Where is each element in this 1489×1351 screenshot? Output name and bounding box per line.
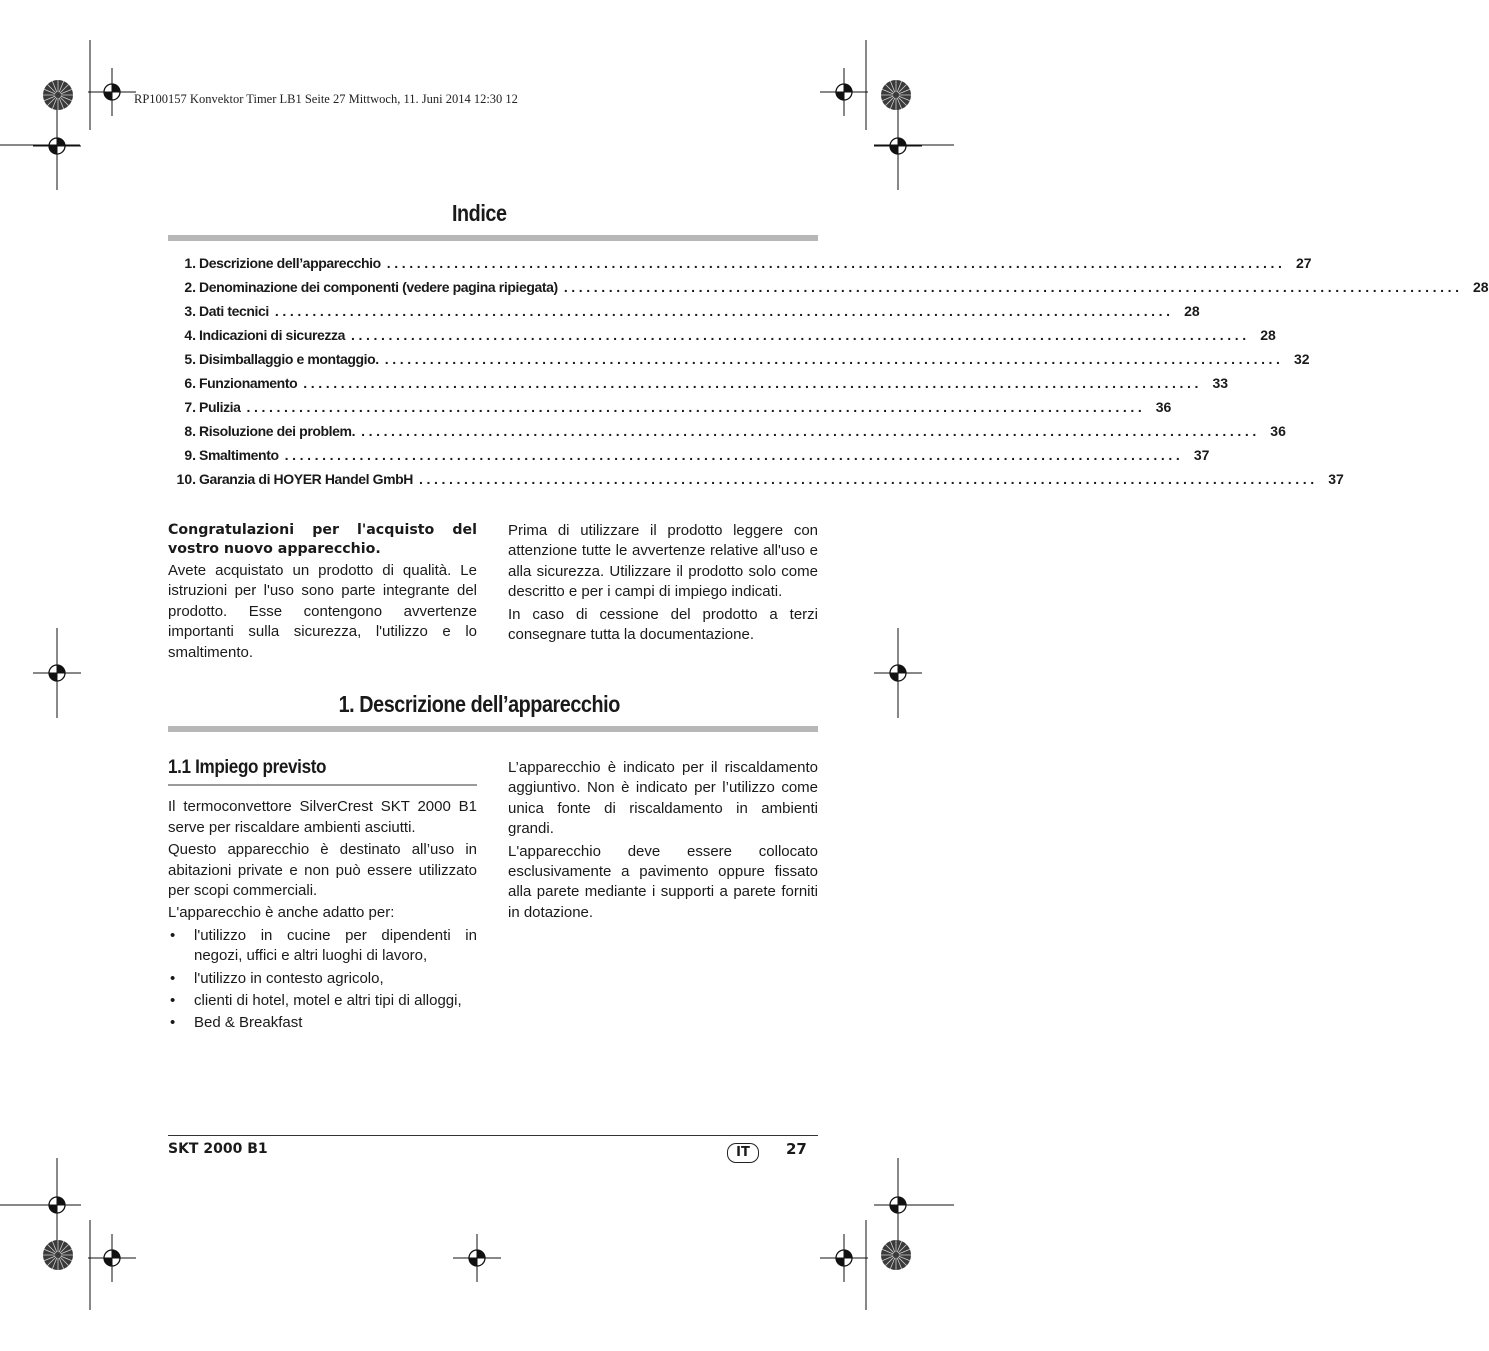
page-number: 27: [786, 1140, 807, 1158]
intro-lead: Congratulazioni per l'acquisto del vostro nuovo apparecchio.: [168, 522, 477, 557]
toc-leader-dots: ........................................................................................................................: [386, 255, 1286, 271]
toc-entry-page: 28: [1260, 327, 1276, 343]
toc-entry-page: 37: [1328, 471, 1344, 487]
left-paragraph-1: Il termoconvettore SilverCrest SKT 2000 B1 serve per riscaldare ambienti asciutti.: [168, 798, 477, 836]
toc-entry-page: 28: [1473, 279, 1489, 295]
toc-entry-title: Funzionamento: [199, 375, 298, 391]
toc-entry-title: Dati tecnici: [199, 303, 269, 319]
subsection-heading: 1.1 Impiego previsto: [168, 757, 327, 778]
toc-entry-number: 10.: [176, 471, 196, 487]
toc-entry[interactable]: [168, 423, 1286, 447]
toc-entry-number: 7.: [184, 399, 196, 415]
toc-entry-title: Denominazione dei componenti (vedere pagina ripiegata): [199, 279, 558, 295]
toc-entry-page: 36: [1270, 423, 1286, 439]
toc-entry-title: Disimballaggio e montaggio.: [199, 351, 379, 367]
intro-right-paragraph-2: In caso di cessione del prodotto a terzi consegnare tutta la documentazione.: [508, 605, 818, 644]
section-right-column: [508, 758, 818, 925]
footer-model: SKT 2000 B1: [168, 1141, 268, 1157]
toc-entry[interactable]: [168, 279, 1489, 303]
intro-right-paragraph-1: Prima di utilizzare il prodotto leggere con attenzione tutte le avvertenze relative all'uso e alla sicurezza. Utilizzare il prodotto solo come descritto e per i campi di impiego indicati.: [508, 522, 818, 601]
toc-entry-page: 28: [1184, 303, 1200, 319]
toc-entry-title: Pulizia: [199, 399, 241, 415]
list-item: • l'utilizzo in cucine per dipendenti in negozi, uffici e altri luoghi di lavoro,: [168, 926, 477, 967]
section-title: 1. Descrizione dell’apparecchio: [338, 691, 620, 717]
toc-entry-number: 9.: [184, 447, 196, 463]
toc-leader-dots: ........................................................................................................................: [303, 375, 1203, 391]
toc-leader-dots: ........................................................................................................................: [246, 399, 1146, 415]
index-title: Indice: [451, 200, 507, 226]
toc-leader-dots: ........................................................................................................................: [563, 279, 1463, 295]
toc-entry-page: 32: [1293, 351, 1310, 367]
toc-entry-number: 2.: [184, 279, 196, 295]
toc-entry-number: 1.: [184, 255, 196, 271]
toc-entry-title: Descrizione dell’apparecchio: [199, 255, 381, 271]
toc-leader-dots: ........................................................................................................................: [384, 351, 1284, 367]
toc-entry-number: 4.: [184, 327, 196, 343]
index-title-rule: [168, 235, 818, 241]
left-paragraph-2: Questo apparecchio è destinato all’uso in abitazioni private e non può essere utilizzato per scopi commerciali.: [168, 841, 477, 900]
list-item: • Bed & Breakfast: [168, 1013, 477, 1033]
toc-entry[interactable]: [168, 351, 1310, 375]
intro-right-column: [508, 521, 818, 647]
section-left-column: [168, 758, 477, 1036]
toc-entry[interactable]: [168, 375, 1229, 399]
toc-leader-dots: ........................................................................................................................: [284, 447, 1184, 463]
intro-left-text: Avete acquistato un prodotto di qualità. Le istruzioni per l'uso sono parte integrante del prodotto. Esse contengono avvertenze importanti sulla sicurezza, l'utilizzo e lo smaltimento.: [168, 562, 477, 661]
toc-entry[interactable]: [168, 447, 1210, 471]
toc-leader-dots: ........................................................................................................................: [419, 471, 1318, 487]
toc-entry-page: 36: [1155, 399, 1172, 415]
toc-entry-page: 37: [1193, 447, 1210, 463]
toc-entry[interactable]: [168, 399, 1172, 423]
toc-entry-number: 5.: [184, 351, 196, 367]
toc-entry-title: Garanzia di HOYER Handel GmbH: [199, 471, 413, 487]
table-of-contents: [168, 255, 1489, 495]
toc-leader-dots: ........................................................................................................................: [351, 327, 1250, 343]
toc-entry-number: 6.: [184, 375, 196, 391]
toc-entry-title: Smaltimento: [199, 447, 279, 463]
toc-entry[interactable]: [168, 303, 1200, 327]
language-badge: IT: [727, 1143, 759, 1163]
right-paragraph-1: L’apparecchio è indicato per il riscaldamento aggiuntivo. Non è indicato per l’utilizzo come unica fonte di riscaldamento in ambienti grandi.: [508, 759, 818, 838]
subsection-heading-rule: [168, 784, 477, 786]
toc-entry-number: 3.: [184, 303, 196, 319]
usage-list: [168, 926, 477, 1034]
toc-entry[interactable]: [168, 255, 1312, 279]
print-header: RP100157 Konvektor Timer LB1 Seite 27 Mittwoch, 11. Juni 2014 12:30 12: [134, 92, 518, 106]
section-title-rule: [168, 726, 818, 732]
toc-leader-dots: ........................................................................................................................: [274, 303, 1174, 319]
toc-entry-title: Risoluzione dei problem.: [199, 423, 356, 439]
list-item: • clienti di hotel, motel e altri tipi di alloggi,: [168, 991, 477, 1011]
toc-entry-page: 27: [1295, 255, 1312, 271]
toc-entry[interactable]: [168, 471, 1344, 495]
toc-entry-title: Indicazioni di sicurezza: [199, 327, 345, 343]
toc-entry-number: 8.: [184, 423, 196, 439]
left-paragraph-3: L'apparecchio è anche adatto per:: [168, 904, 395, 922]
footer-rule: [168, 1135, 818, 1136]
toc-entry-page: 33: [1212, 375, 1229, 391]
list-item: • l'utilizzo in contesto agricolo,: [168, 969, 477, 989]
toc-entry[interactable]: [168, 327, 1276, 351]
intro-left-column: [168, 521, 477, 665]
right-paragraph-2: L'apparecchio deve essere collocato esclusivamente a pavimento oppure fissato alla parete mediante i supporti a parete forniti in dotazione.: [508, 842, 818, 921]
toc-leader-dots: ........................................................................................................................: [361, 423, 1260, 439]
